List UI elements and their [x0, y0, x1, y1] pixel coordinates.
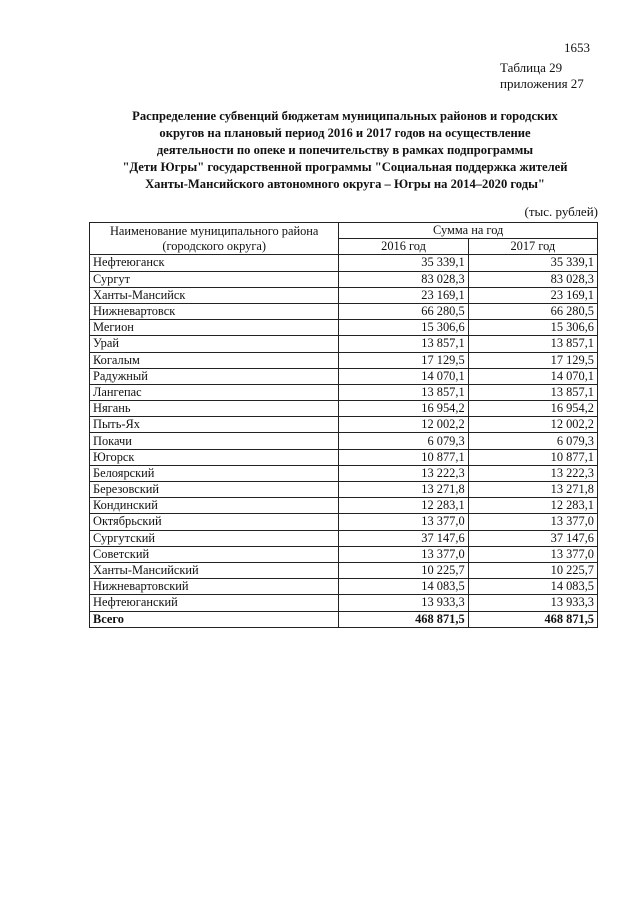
title-line: Распределение субвенций бюджетам муниципальных районов и городских [132, 109, 558, 123]
value-2016-cell: 13 271,8 [339, 482, 468, 498]
value-2016-cell: 13 857,1 [339, 336, 468, 352]
table-row [90, 579, 598, 595]
district-name-cell: Белоярский [90, 465, 339, 481]
table-row [90, 514, 598, 530]
value-2017-cell: 13 377,0 [468, 546, 597, 562]
units-label: (тыс. рублей) [524, 204, 598, 219]
title-line: Ханты-Мансийского автономного округа – Югры на 2014–2020 годы" [145, 177, 545, 191]
value-2016-cell: 6 079,3 [339, 433, 468, 449]
value-2016-cell: 12 002,2 [339, 417, 468, 433]
total-2017-cell: 468 871,5 [468, 611, 597, 627]
value-2017-cell: 13 857,1 [468, 336, 597, 352]
table-row [90, 562, 598, 578]
district-name-cell: Ханты-Мансийск [90, 287, 339, 303]
total-label-cell: Всего [90, 611, 339, 627]
value-2016-cell: 10 877,1 [339, 449, 468, 465]
value-2016-cell: 10 225,7 [339, 562, 468, 578]
value-2016-cell: 83 028,3 [339, 271, 468, 287]
table-row [90, 498, 598, 514]
value-2017-cell: 37 147,6 [468, 530, 597, 546]
value-2017-cell: 23 169,1 [468, 287, 597, 303]
district-name-cell: Лангепас [90, 384, 339, 400]
value-2016-cell: 66 280,5 [339, 303, 468, 319]
table-row [90, 465, 598, 481]
table-row [90, 449, 598, 465]
value-2017-cell: 15 306,6 [468, 320, 597, 336]
table-row [90, 482, 598, 498]
value-2016-cell: 13 377,0 [339, 514, 468, 530]
value-2017-cell: 17 129,5 [468, 352, 597, 368]
value-2017-cell: 83 028,3 [468, 271, 597, 287]
value-2016-cell: 17 129,5 [339, 352, 468, 368]
subvention-table [89, 222, 598, 628]
table-row [90, 417, 598, 433]
district-name-cell: Пыть-Ях [90, 417, 339, 433]
district-name-cell: Нижневартовский [90, 579, 339, 595]
table-row [90, 433, 598, 449]
document-title [90, 108, 600, 193]
value-2017-cell: 14 070,1 [468, 368, 597, 384]
table-row [90, 303, 598, 319]
district-name-cell: Октябрьский [90, 514, 339, 530]
table-row [90, 255, 598, 271]
district-name-cell: Покачи [90, 433, 339, 449]
district-name-cell: Сургутский [90, 530, 339, 546]
value-2017-cell: 10 225,7 [468, 562, 597, 578]
value-2016-cell: 13 377,0 [339, 546, 468, 562]
total-2016-cell: 468 871,5 [339, 611, 468, 627]
value-2017-cell: 6 079,3 [468, 433, 597, 449]
appendix-label: приложения 27 [500, 76, 584, 91]
value-2016-cell: 23 169,1 [339, 287, 468, 303]
district-name-cell: Сургут [90, 271, 339, 287]
table-row [90, 546, 598, 562]
value-2017-cell: 13 222,3 [468, 465, 597, 481]
total-row [90, 611, 598, 627]
title-line: округов на плановый период 2016 и 2017 годов на осуществление [159, 126, 531, 140]
value-2016-cell: 12 283,1 [339, 498, 468, 514]
value-2017-cell: 10 877,1 [468, 449, 597, 465]
table-row [90, 401, 598, 417]
value-2017-cell: 35 339,1 [468, 255, 597, 271]
table-row [90, 595, 598, 611]
value-2016-cell: 35 339,1 [339, 255, 468, 271]
district-name-cell: Нефтеюганск [90, 255, 339, 271]
value-2016-cell: 15 306,6 [339, 320, 468, 336]
value-2016-cell: 13 857,1 [339, 384, 468, 400]
value-2017-cell: 13 933,3 [468, 595, 597, 611]
value-2017-cell: 13 377,0 [468, 514, 597, 530]
district-name-cell: Радужный [90, 368, 339, 384]
value-2016-cell: 37 147,6 [339, 530, 468, 546]
district-name-cell: Нижневартовск [90, 303, 339, 319]
value-2017-cell: 13 857,1 [468, 384, 597, 400]
column-header-2016: 2016 год [339, 239, 468, 255]
value-2016-cell: 13 933,3 [339, 595, 468, 611]
column-header-sum: Сумма на год [339, 223, 598, 239]
value-2017-cell: 16 954,2 [468, 401, 597, 417]
column-header-name: Наименование муниципального района (городского округа) [90, 223, 339, 255]
district-name-cell: Югорск [90, 449, 339, 465]
page-number: 1653 [564, 40, 590, 55]
table-row [90, 287, 598, 303]
table-body [90, 255, 598, 627]
title-line: деятельности по опеке и попечительству в рамках подпрограммы [156, 143, 534, 157]
table-row [90, 271, 598, 287]
title-line: "Дети Югры" государственной программы "Социальная поддержка жителей [122, 160, 568, 174]
district-name-cell: Березовский [90, 482, 339, 498]
district-name-cell: Кондинский [90, 498, 339, 514]
table-row [90, 384, 598, 400]
district-name-cell: Советский [90, 546, 339, 562]
value-2016-cell: 14 070,1 [339, 368, 468, 384]
table-row [90, 530, 598, 546]
district-name-cell: Нефтеюганский [90, 595, 339, 611]
value-2016-cell: 16 954,2 [339, 401, 468, 417]
value-2017-cell: 13 271,8 [468, 482, 597, 498]
table-reference [500, 60, 600, 92]
column-header-2017: 2017 год [468, 239, 597, 255]
table-row [90, 320, 598, 336]
district-name-cell: Ханты-Мансийский [90, 562, 339, 578]
district-name-cell: Урай [90, 336, 339, 352]
value-2016-cell: 13 222,3 [339, 465, 468, 481]
table-row [90, 368, 598, 384]
district-name-cell: Мегион [90, 320, 339, 336]
table-label: Таблица 29 [500, 60, 563, 75]
value-2017-cell: 14 083,5 [468, 579, 597, 595]
table-row [90, 352, 598, 368]
value-2017-cell: 12 283,1 [468, 498, 597, 514]
value-2017-cell: 66 280,5 [468, 303, 597, 319]
district-name-cell: Когалым [90, 352, 339, 368]
table-row [90, 336, 598, 352]
value-2016-cell: 14 083,5 [339, 579, 468, 595]
district-name-cell: Нягань [90, 401, 339, 417]
value-2017-cell: 12 002,2 [468, 417, 597, 433]
